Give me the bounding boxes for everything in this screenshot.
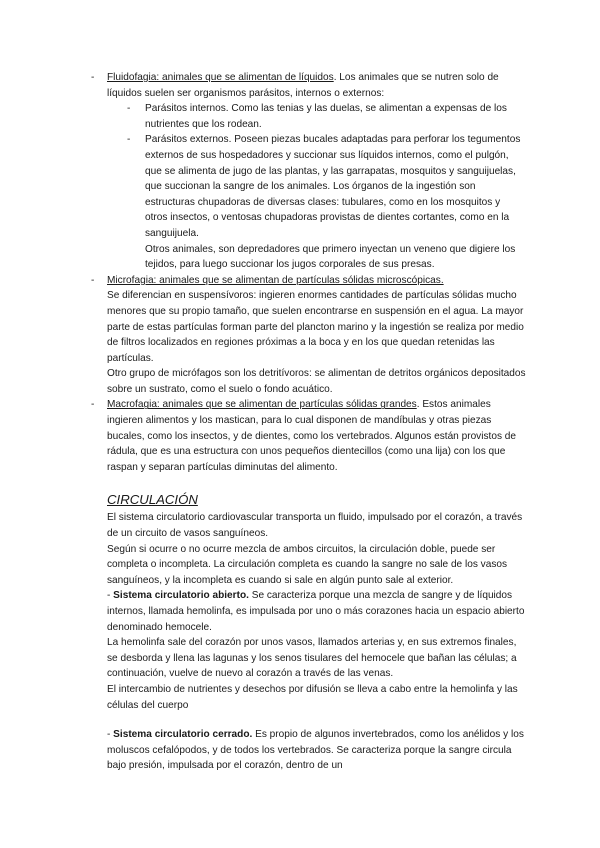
bullet-dash: - [91,399,95,411]
document-body [0,70,600,774]
parasitos-externos-item [0,132,525,241]
sistema-abierto-title: Sistema circulatorio abierto. [113,590,249,602]
sistema-cerrado-text: Es propio de algunos invertebrados, como los anélidos y los moluscos cefalópodos, y de todos los vertebrados. Se caracteriza porque la sangre circula bajo presión, impulsada por el corazón, dentro de un [107,729,524,772]
paragraph-gap [0,713,600,727]
macrofagia-text: . Estos animales ingieren alimentos y los mastican, para lo cual disponen de mandíbulas y otras piezas bucales, como los insectos, y de dientes, como los vertebrados. Algunos están provistos de rádula, que es una estructura con unos pequeños dientecillos (como una lija) con los que raspan y separan partículas diminutas del alimento. [107,399,517,473]
fluidofagia-title: Fluidofagia: animales que se alimentan de líquidos [107,72,334,83]
bullet-dash: - [91,274,95,286]
circulacion-paragraph-3: La hemolinfa sale del corazón por unos vasos, llamados arterias y, en sus extremos finales, se desborda y llena las lagunas y los senos tisulares del hemocele que bañan las células; a continuación, vuelve de nuevo al corazón a través de las venas. [107,637,517,680]
bullet-dash: - [127,103,131,115]
microfagia-text: Se diferencian en suspensívoros: ingieren enormes cantidades de partículas sólidas mucho menores que su propio tamaño, que suelen encontrarse en suspensión en el agua. La mayor parte de estas partículas forman parte del plancton marino y la ingestión se realiza por medio de filtros localizados en regiones próximas a la boca y en los que quedan retenidas las partículas. [107,290,524,364]
fluidofagia-text: . Los animales que se nutren solo de líquidos suelen ser organismos parásitos, internos o externos: [107,72,499,99]
fluidofagia-item [0,70,526,101]
sistema-cerrado-title: Sistema circulatorio cerrado. [113,729,253,741]
circulacion-paragraph-2: Según si ocurre o no ocurre mezcla de ambos circuitos, la circulación doble, puede ser completa o incompleta. La circulación completa es cuando la sangre no sale de los vasos sanguíneos, y la incompleta es cuando si sale en algún punto sale al exterior. [107,543,508,586]
macrofagia-paragraph [107,397,526,475]
sistema-abierto-paragraph: - Sistema circulatorio abierto. Se caracteriza porque una mezcla de sangre y de líquidos internos, llamada hemolinfa, es impulsada por uno o más corazones hacia un espacio abierto denominado hemocele. [107,590,525,633]
fluidofagia-paragraph [107,70,526,101]
parasitos-internos-text: Parásitos internos. Como las tenias y las duelas, se alimentan a expensas de los nutrientes que los rodean. [145,103,507,130]
section-heading-circulacion: CIRCULACIÓN [107,492,198,508]
circulacion-paragraph-1: El sistema circulatorio cardiovascular transporta un fluido, impulsado por el corazón, a través de un circuito de vasos sanguíneos. [107,512,523,540]
microfagia-title: Microfagia: animales que se alimentan de partículas sólidas microscópicas. [107,274,444,286]
microfagia-item [0,273,526,398]
parasitos-externos-text: Parásitos externos. Poseen piezas bucales adaptadas para perforar los tegumentos externos de sus hospedadores y succionar sus líquidos internos, como el pulgón, que se alimenta de jugo de las plantas, y las garrapatas, mosquitos y sanguijuelas, que succionan la sangre de los animales. Los órganos de la ingestión son estructuras chupadoras de diversas clases: tubulares, como en los mosquitos y otros insectos, o ventosas chupadoras provistas de dientes cortantes, como en la sanguijuela. [145,134,521,239]
otros-animales-text: Otros animales, son depredadores que primero inyectan un veneno que digiere los tejidos, para luego succionar los jugos corporales de sus presas. [145,243,516,271]
circulacion-paragraph-4: El intercambio de nutrientes y desechos por difusión se lleva a cabo entre la hemolinfa y las células del cuerpo [107,683,518,711]
parasitos-internos-item [0,101,525,132]
macrofagia-item [0,397,526,475]
sistema-cerrado-paragraph: - Sistema circulatorio cerrado. Es propio de algunos invertebrados, como los anélidos y los moluscos cefalópodos, y de todos los vertebrados. Se caracteriza porque la sangre circula bajo presión, impulsada por el corazón, dentro de un [107,729,524,772]
bullet-dash: - [91,72,95,83]
macrofagia-title: Macrofagia: animales que se alimentan de partículas sólidas grandes [107,399,417,411]
bullet-dash: - [127,134,131,146]
microfagia-text-2: Otro grupo de micrófagos son los detritívoros: se alimentan de detritos orgánicos depositados sobre un sustrato, como el suelo o fondo acuático. [107,368,526,395]
sistema-abierto-text: Se caracteriza porque una mezcla de sangre y de líquidos internos, llamada hemolinfa, es impulsada por uno o más corazones hacia un espacio abierto denominado hemocele. [107,590,525,633]
